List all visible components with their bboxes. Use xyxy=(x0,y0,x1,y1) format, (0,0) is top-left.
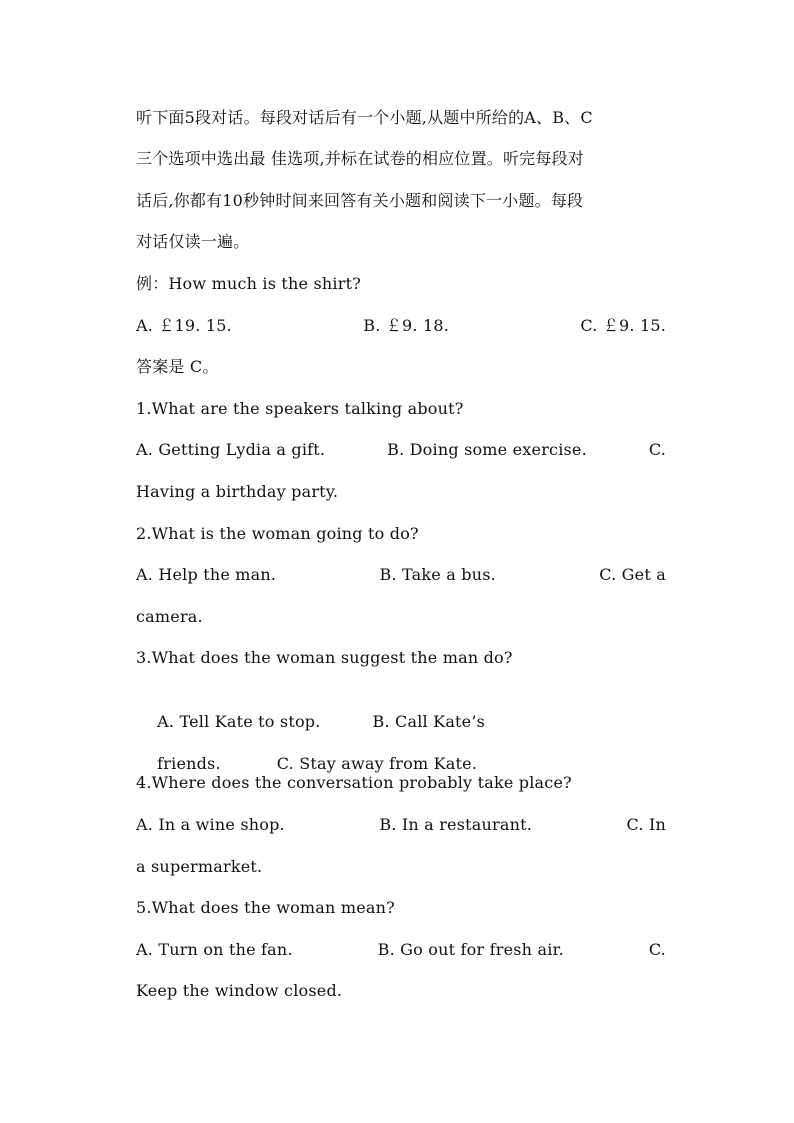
question-2-option-a: A. Help the man. xyxy=(136,565,277,584)
question-1-option-c: C. xyxy=(648,440,666,459)
question-2-options xyxy=(136,564,666,586)
instruction-line-4: 对话仅读一遍。 xyxy=(136,232,250,251)
question-1-option-b: B. Doing some exercise. xyxy=(387,440,587,459)
question-3-option-c: C. Stay away from Kate. xyxy=(276,754,478,773)
question-1-option-a: A. Getting Lydia a gift. xyxy=(136,440,326,459)
question-5-stem: 5.What does the woman mean? xyxy=(136,898,395,917)
question-2-option-c: C. Get a xyxy=(599,565,666,584)
question-2-option-b: B. Take a bus. xyxy=(379,565,496,584)
question-4-options xyxy=(136,814,666,836)
question-1-options xyxy=(136,439,666,461)
instruction-line-2: 三个选项中选出最 佳选项,并标在试卷的相应位置。听完每段对 xyxy=(136,149,584,168)
question-4-option-c-continued: a supermarket. xyxy=(136,857,263,876)
question-5-option-c-continued: Keep the window closed. xyxy=(136,981,343,1000)
example-options xyxy=(136,315,666,337)
question-3-option-b-continued: friends. xyxy=(157,754,221,773)
example-question: 例：How much is the shirt? xyxy=(136,274,361,293)
example-option-b: B. ￡9. 18. xyxy=(363,316,449,335)
question-2-option-c-continued: camera. xyxy=(136,607,203,626)
question-2-stem: 2.What is the woman going to do? xyxy=(136,524,419,543)
question-5-option-c: C. xyxy=(648,940,666,959)
question-4-option-b: B. In a restaurant. xyxy=(379,815,533,834)
question-4-option-c: C. In xyxy=(626,815,666,834)
question-5-option-a: A. Turn on the fan. xyxy=(136,940,293,959)
question-1-stem: 1.What are the speakers talking about? xyxy=(136,399,464,418)
example-option-c: C. ￡9. 15. xyxy=(580,316,666,335)
question-1-option-c-continued: Having a birthday party. xyxy=(136,482,339,501)
instruction-line-3: 话后,你都有10秒钟时间来回答有关小题和阅读下一小题。每段 xyxy=(136,191,584,210)
question-3-option-a: A. Tell Kate to stop. xyxy=(157,712,321,731)
question-5-options xyxy=(136,939,666,961)
example-option-a: A. ￡19. 15. xyxy=(136,316,232,335)
question-4-stem: 4.Where does the conversation probably take place? xyxy=(136,773,572,792)
question-4-option-a: A. In a wine shop. xyxy=(136,815,285,834)
instruction-line-1: 听下面5段对话。每段对话后有一个小题,从题中所给的A、B、C xyxy=(136,108,593,127)
example-answer: 答案是 C。 xyxy=(136,357,219,376)
question-5-option-b: B. Go out for fresh air. xyxy=(377,940,564,959)
question-3-stem: 3.What does the woman suggest the man do? xyxy=(136,648,513,667)
question-3-option-b: B. Call Kate’s xyxy=(372,712,486,731)
